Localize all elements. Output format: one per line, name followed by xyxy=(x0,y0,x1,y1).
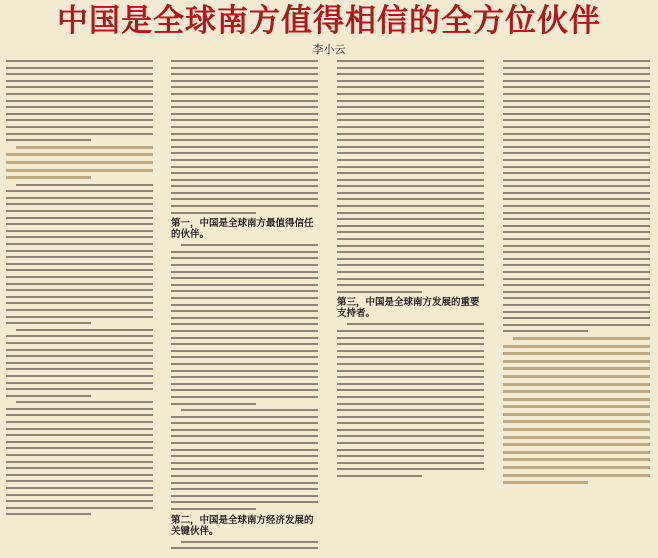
text-line xyxy=(6,408,153,410)
text-line xyxy=(337,218,484,220)
text-line xyxy=(6,467,153,469)
text-line xyxy=(337,337,484,339)
text-line xyxy=(6,296,153,298)
text-line xyxy=(6,316,153,318)
text-line xyxy=(171,356,318,358)
text-line xyxy=(337,258,484,260)
text-line xyxy=(171,389,318,391)
text-line xyxy=(503,278,650,280)
text-line xyxy=(171,323,318,325)
text-line xyxy=(6,119,153,121)
text-line xyxy=(337,93,484,95)
text-line xyxy=(6,441,153,443)
text-line xyxy=(6,322,91,324)
text-line xyxy=(337,198,484,200)
text-line xyxy=(503,284,650,286)
text-line xyxy=(171,119,318,121)
text-line xyxy=(503,185,650,187)
text-line xyxy=(171,429,318,431)
text-line xyxy=(337,133,484,135)
text-line xyxy=(6,335,153,337)
text-line xyxy=(171,376,318,378)
text-line xyxy=(171,126,318,128)
text-line xyxy=(6,434,153,436)
text-line xyxy=(6,382,153,384)
section-subhead: 第一，中国是全球南方最值得信任的伙伴。 xyxy=(171,218,314,241)
text-line xyxy=(337,225,484,227)
text-line xyxy=(503,311,650,313)
text-line xyxy=(337,152,484,154)
text-line xyxy=(337,73,484,75)
text-line xyxy=(6,210,153,212)
text-line xyxy=(337,284,484,286)
text-line xyxy=(503,205,650,207)
text-column-1 xyxy=(6,60,153,554)
text-line xyxy=(503,420,650,423)
text-line xyxy=(503,100,650,102)
text-line xyxy=(337,363,484,365)
text-line xyxy=(337,429,484,431)
text-line xyxy=(171,304,318,306)
text-line xyxy=(6,73,153,75)
text-line xyxy=(503,231,650,233)
text-line xyxy=(171,317,318,319)
text-line xyxy=(171,290,318,292)
text-line xyxy=(171,93,318,95)
text-line xyxy=(337,113,484,115)
text-line xyxy=(337,119,484,121)
text-line xyxy=(171,251,318,253)
text-line xyxy=(171,159,318,161)
text-line xyxy=(171,133,318,135)
text-line xyxy=(6,126,153,128)
text-line xyxy=(6,93,153,95)
text-line xyxy=(503,398,650,401)
text-line xyxy=(171,139,318,141)
text-line xyxy=(503,159,650,161)
text-line xyxy=(503,413,650,416)
text-line xyxy=(6,169,153,172)
text-line xyxy=(171,271,318,273)
text-line xyxy=(503,451,650,454)
text-line xyxy=(16,401,153,403)
text-line xyxy=(6,153,153,156)
text-line xyxy=(171,488,318,490)
text-line xyxy=(503,458,650,461)
text-line xyxy=(171,166,318,168)
text-line xyxy=(171,449,318,451)
text-column-4 xyxy=(503,60,650,554)
text-line xyxy=(171,330,318,332)
text-line xyxy=(6,80,153,82)
text-line xyxy=(6,230,153,232)
text-line xyxy=(503,139,650,141)
text-line xyxy=(337,462,484,464)
text-line xyxy=(503,218,650,220)
text-line xyxy=(503,291,650,293)
text-line xyxy=(337,60,484,62)
text-line xyxy=(6,428,153,430)
text-line xyxy=(6,388,153,390)
text-line xyxy=(6,100,153,102)
text-line xyxy=(503,126,650,128)
text-line xyxy=(6,276,153,278)
text-line xyxy=(337,80,484,82)
text-line xyxy=(171,146,318,148)
text-line xyxy=(6,500,153,502)
text-line xyxy=(171,198,318,200)
text-line xyxy=(6,342,153,344)
text-line xyxy=(337,291,422,293)
text-line xyxy=(337,370,484,372)
text-line xyxy=(16,184,153,186)
text-line xyxy=(337,106,484,108)
text-line xyxy=(337,278,484,280)
text-line xyxy=(171,442,318,444)
text-line xyxy=(503,119,650,121)
text-line xyxy=(503,212,650,214)
text-line xyxy=(503,245,650,247)
text-line xyxy=(503,345,650,348)
text-line xyxy=(337,185,484,187)
text-line xyxy=(6,243,153,245)
text-line xyxy=(503,317,650,319)
text-line xyxy=(6,494,153,496)
byline: 李小云 xyxy=(312,43,346,56)
text-line xyxy=(171,257,318,259)
text-line xyxy=(6,263,153,265)
text-line xyxy=(6,283,153,285)
text-column-2 xyxy=(171,60,318,554)
text-line xyxy=(6,86,153,88)
text-line xyxy=(503,443,650,446)
section-subhead: 第三，中国是全球南方发展的重要支持者。 xyxy=(337,297,480,320)
text-line xyxy=(6,223,153,225)
text-line xyxy=(337,231,484,233)
text-line xyxy=(171,264,318,266)
text-line xyxy=(503,375,650,378)
text-line xyxy=(503,436,650,439)
text-line xyxy=(6,414,153,416)
text-line xyxy=(6,139,91,141)
text-line xyxy=(503,474,650,477)
text-line xyxy=(6,289,153,291)
text-line xyxy=(6,474,153,476)
text-line xyxy=(6,67,153,69)
text-line xyxy=(171,192,318,194)
text-line xyxy=(181,541,318,543)
text-line xyxy=(6,176,91,179)
text-line xyxy=(6,421,153,423)
text-line xyxy=(503,113,650,115)
text-line xyxy=(171,501,318,503)
text-line xyxy=(6,355,153,357)
text-line xyxy=(337,396,484,398)
text-line xyxy=(6,487,153,489)
text-line xyxy=(337,67,484,69)
text-line xyxy=(337,356,484,358)
text-line xyxy=(171,179,318,181)
text-line xyxy=(503,264,650,266)
text-line xyxy=(337,100,484,102)
text-line xyxy=(337,166,484,168)
text-line xyxy=(6,236,153,238)
text-line xyxy=(503,179,650,181)
text-line xyxy=(171,297,318,299)
text-line xyxy=(16,146,153,149)
text-line xyxy=(171,495,318,497)
text-line xyxy=(6,309,153,311)
text-line xyxy=(171,113,318,115)
text-line xyxy=(171,396,318,398)
text-line xyxy=(337,172,484,174)
text-line xyxy=(171,482,318,484)
text-line xyxy=(337,350,484,352)
text-line xyxy=(503,106,650,108)
text-line xyxy=(503,324,650,326)
text-line xyxy=(16,329,153,331)
text-line xyxy=(6,454,153,456)
text-line xyxy=(171,73,318,75)
text-line xyxy=(171,475,318,477)
text-line xyxy=(503,360,650,363)
text-line xyxy=(337,468,484,470)
text-line xyxy=(503,80,650,82)
text-line xyxy=(6,133,153,135)
text-line xyxy=(337,383,484,385)
text-line xyxy=(6,60,153,62)
text-line xyxy=(171,547,318,549)
text-line xyxy=(337,403,484,405)
text-line xyxy=(171,310,318,312)
text-line xyxy=(171,462,318,464)
text-line xyxy=(337,435,484,437)
text-line xyxy=(6,197,153,199)
text-line xyxy=(6,368,153,370)
text-line xyxy=(171,416,318,418)
text-line xyxy=(171,152,318,154)
text-line xyxy=(337,238,484,240)
text-line xyxy=(6,507,153,509)
text-line xyxy=(171,185,318,187)
text-line xyxy=(337,139,484,141)
text-line xyxy=(6,217,153,219)
text-line xyxy=(503,73,650,75)
text-line xyxy=(337,449,484,451)
text-line xyxy=(337,330,484,332)
text-line xyxy=(503,60,650,62)
text-line xyxy=(337,251,484,253)
text-line xyxy=(503,172,650,174)
text-line xyxy=(503,390,650,393)
text-line xyxy=(171,106,318,108)
text-line xyxy=(171,383,318,385)
text-line xyxy=(337,343,484,345)
text-line xyxy=(503,86,650,88)
text-line xyxy=(503,198,650,200)
text-line xyxy=(171,60,318,62)
text-line xyxy=(6,395,91,397)
text-line xyxy=(6,161,153,164)
text-line xyxy=(337,245,484,247)
text-line xyxy=(337,455,484,457)
text-line xyxy=(503,352,650,355)
text-line xyxy=(171,205,318,207)
text-line xyxy=(171,86,318,88)
text-line xyxy=(171,343,318,345)
text-line xyxy=(337,271,484,273)
text-line xyxy=(6,203,153,205)
text-line xyxy=(171,212,256,214)
text-line xyxy=(337,179,484,181)
text-line xyxy=(6,480,153,482)
text-line xyxy=(503,271,650,273)
text-line xyxy=(503,67,650,69)
text-line xyxy=(503,330,588,332)
text-line xyxy=(171,67,318,69)
text-line xyxy=(171,403,256,405)
text-line xyxy=(171,422,318,424)
text-line xyxy=(503,192,650,194)
text-line xyxy=(6,447,153,449)
text-line xyxy=(513,337,650,340)
text-line xyxy=(503,251,650,253)
text-line xyxy=(6,256,153,258)
text-column-3 xyxy=(337,60,484,554)
text-line xyxy=(337,126,484,128)
text-line xyxy=(337,146,484,148)
text-line xyxy=(171,337,318,339)
text-line xyxy=(337,192,484,194)
text-line xyxy=(503,297,650,299)
text-line xyxy=(171,284,318,286)
text-line xyxy=(171,455,318,457)
text-line xyxy=(503,304,650,306)
text-line xyxy=(347,323,484,325)
text-line xyxy=(503,238,650,240)
text-line xyxy=(503,225,650,227)
text-line xyxy=(337,86,484,88)
text-line xyxy=(337,416,484,418)
text-line xyxy=(6,461,153,463)
text-line xyxy=(503,258,650,260)
text-line xyxy=(171,100,318,102)
text-line xyxy=(337,389,484,391)
text-line xyxy=(503,405,650,408)
text-line xyxy=(503,466,650,469)
text-line xyxy=(171,508,256,510)
text-line xyxy=(6,190,153,192)
text-line xyxy=(171,277,318,279)
text-line xyxy=(171,370,318,372)
text-line xyxy=(503,133,650,135)
headline: 中国是全球南方值得相信的全方位伙伴 xyxy=(57,3,601,39)
text-line xyxy=(337,409,484,411)
text-line xyxy=(6,513,91,515)
text-line xyxy=(503,93,650,95)
text-line xyxy=(6,250,153,252)
text-line xyxy=(6,269,153,271)
text-line xyxy=(171,172,318,174)
text-line xyxy=(6,106,153,108)
text-line xyxy=(171,468,318,470)
text-line xyxy=(181,244,318,246)
text-line xyxy=(6,375,153,377)
text-line xyxy=(337,205,484,207)
text-line xyxy=(337,212,484,214)
text-line xyxy=(503,383,650,386)
text-line xyxy=(6,362,153,364)
text-line xyxy=(503,146,650,148)
text-line xyxy=(171,435,318,437)
section-subhead: 第二，中国是全球南方经济发展的关键伙伴。 xyxy=(171,514,314,537)
text-line xyxy=(6,349,153,351)
text-line xyxy=(6,302,153,304)
text-line xyxy=(503,152,650,154)
text-line xyxy=(337,264,484,266)
text-line xyxy=(337,422,484,424)
text-line xyxy=(337,475,422,477)
text-line xyxy=(181,409,318,411)
text-line xyxy=(503,481,588,484)
text-line xyxy=(503,428,650,431)
text-line xyxy=(503,166,650,168)
text-line xyxy=(337,442,484,444)
text-line xyxy=(171,350,318,352)
text-line xyxy=(337,159,484,161)
text-line xyxy=(171,80,318,82)
text-line xyxy=(503,367,650,370)
text-line xyxy=(337,376,484,378)
text-line xyxy=(6,113,153,115)
text-line xyxy=(171,363,318,365)
